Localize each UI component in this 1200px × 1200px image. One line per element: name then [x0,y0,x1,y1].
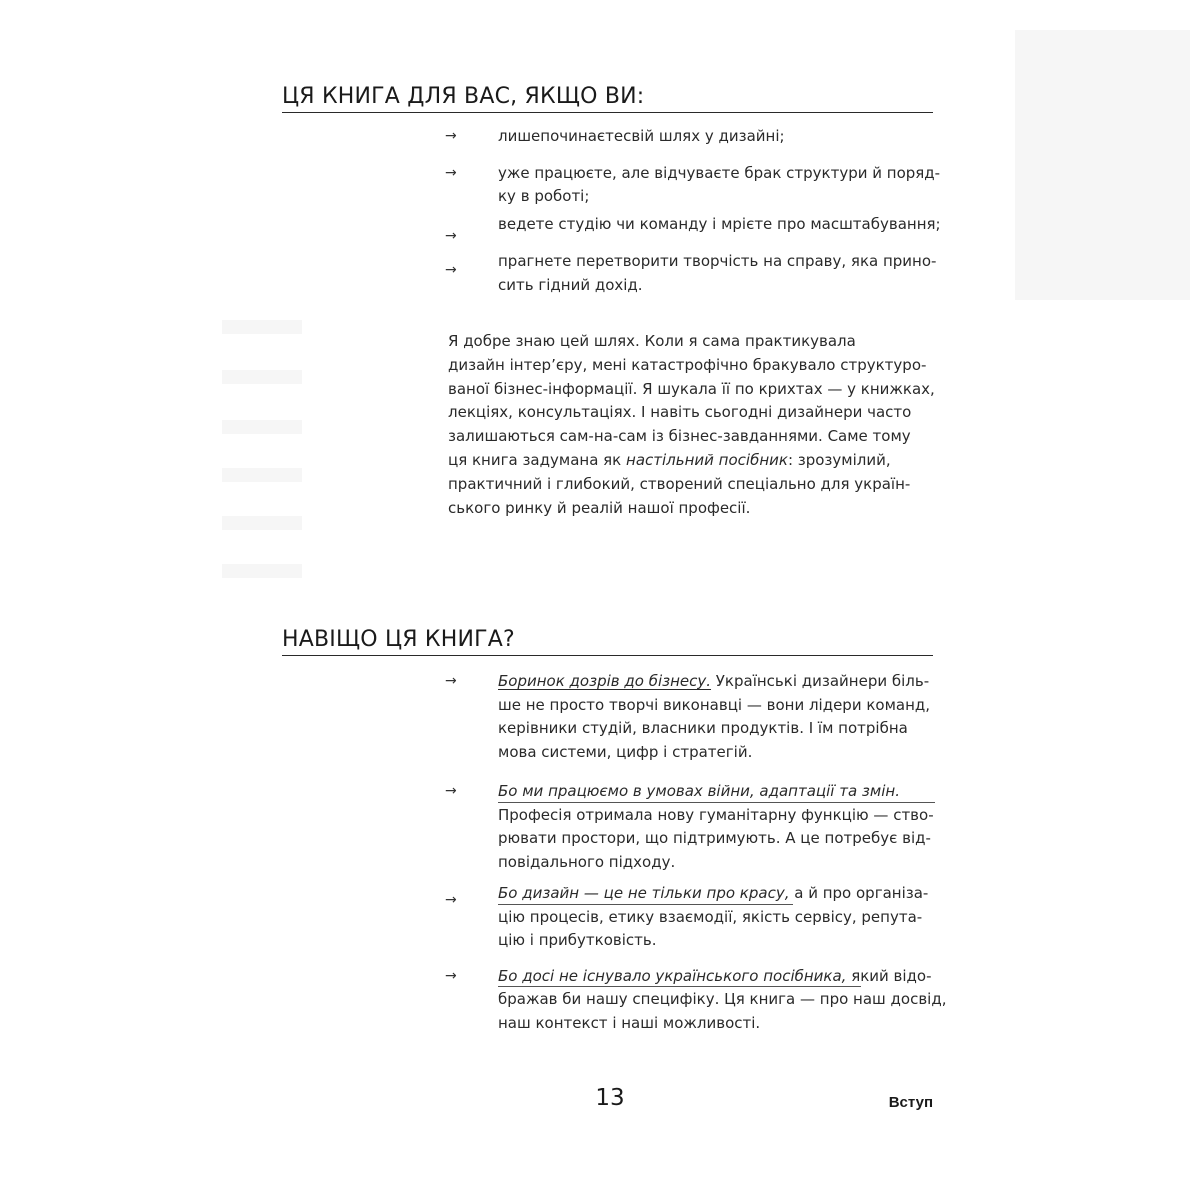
show-through-mark [222,420,302,434]
section-title-why: НАВІЩО ЦЯ КНИГА? [282,627,933,656]
item-text-line [498,965,940,989]
paragraph-text: : зрозумілий, [787,450,891,469]
item-text-line: ку в роботі; [498,187,590,205]
item-text-line: повідального підходу. [498,852,676,871]
show-through-mark [222,370,302,384]
paragraph-line [448,449,938,473]
page-number: 13 [595,1085,625,1111]
item-text-line: цію процесів, етику взаємодії, якість сервісу, репута- [498,907,923,926]
paragraph-line: залишаються сам-на-сам із бізнес-завданнями. Саме тому [448,427,911,446]
item-lead: Бо ми працюємо в умовах війни, адаптації та змін. [498,782,900,800]
running-head: Вступ [888,1094,933,1111]
paragraph-line: практичний і глибокий, створений спеціально для україн- [448,474,911,493]
item-text-line: мова системи, цифр і стратегій. [498,742,753,761]
list-item [440,162,940,209]
item-lead: Бо досі не існувало українського посібника, [498,966,847,985]
item-text-line: керівники студій, власники продуктів. І їм потрібна [498,719,908,737]
arrow-right-icon: → [445,967,457,984]
list-item [440,882,940,953]
list-item [440,213,941,244]
item-lead-rest: а й про організа- [789,884,929,902]
item-text-line: прагнете перетворити творчість на справу, яка прино- [498,252,937,270]
item-text-line: цію і прибутковість. [498,931,657,949]
list-item [440,965,947,1036]
item-lead-rest: Українські дизайнери біль- [711,672,930,690]
paragraph-emphasis: настільний посібник [626,450,788,469]
item-text-line: Професія отримала нову гуманітарну функцію — ство- [498,805,934,824]
item-text-line: ше не просто творчі виконавці — вони лідери команд, [498,695,931,714]
paragraph-line: ського ринку й реалій нашої професії. [448,498,751,517]
item-lead-rest: який відо- [846,966,932,985]
paragraph-line: дизайн інтер’єру, мені катастрофічно бракувало структуро- [448,355,927,374]
arrow-right-icon: → [445,128,457,144]
item-text-line: уже працюєте, але відчуваєте брак структури й поряд- [498,163,941,182]
item-text-line: рювати простори, що підтримують. А це потребує від- [498,829,931,847]
paragraph-line: лекціях, консультаціях. І навіть сьогодні дизайнери часто [448,403,912,422]
item-text-line: наш контекст і наші можливості. [498,1013,761,1032]
paragraph-text: ця книга задумана як [448,450,627,469]
show-through-mark [222,516,302,530]
show-through-mark [222,564,302,578]
item-text-line: лишепочинаєтесвій шлях у дизайні; [498,127,785,145]
arrow-right-icon: → [445,164,457,181]
item-text-line [498,670,940,694]
intro-paragraph [448,330,938,520]
arrow-right-icon: → [445,262,457,278]
show-through-mark [222,468,302,482]
list-item [440,125,940,149]
list-item [440,780,940,874]
arrow-right-icon: → [445,673,457,689]
arrow-right-icon: → [445,892,457,908]
item-text-line [498,882,940,906]
arrow-right-icon: → [445,783,457,799]
show-through-mark [222,320,302,334]
paragraph-line: ваної бізнес-інформації. Я шукала її по крихтах — у книжках, [448,379,935,398]
list-item [440,670,940,764]
audience-list [440,125,940,297]
paragraph-line: Я добре знаю цей шлях. Коли я сама практикувала [448,332,856,350]
show-through-mark [1015,30,1190,300]
item-text-line: ведете студію чи команду і мрієте про масштабування; [498,214,941,233]
item-lead: Боринок дозрів до бізнесу. [498,672,712,690]
item-text-line: бражав би нашу специфіку. Ця книга — про наш досвід, [498,990,947,1008]
reasons-list [440,670,947,1035]
section-title-for-you: ЦЯ КНИГА ДЛЯ ВАС, ЯКЩО ВИ: [282,84,933,113]
item-text-line: сить гідний дохід. [498,275,643,294]
list-item [440,250,940,297]
arrow-right-icon: → [445,227,457,244]
item-lead: Бо дизайн — це не тільки про красу, [498,884,790,902]
